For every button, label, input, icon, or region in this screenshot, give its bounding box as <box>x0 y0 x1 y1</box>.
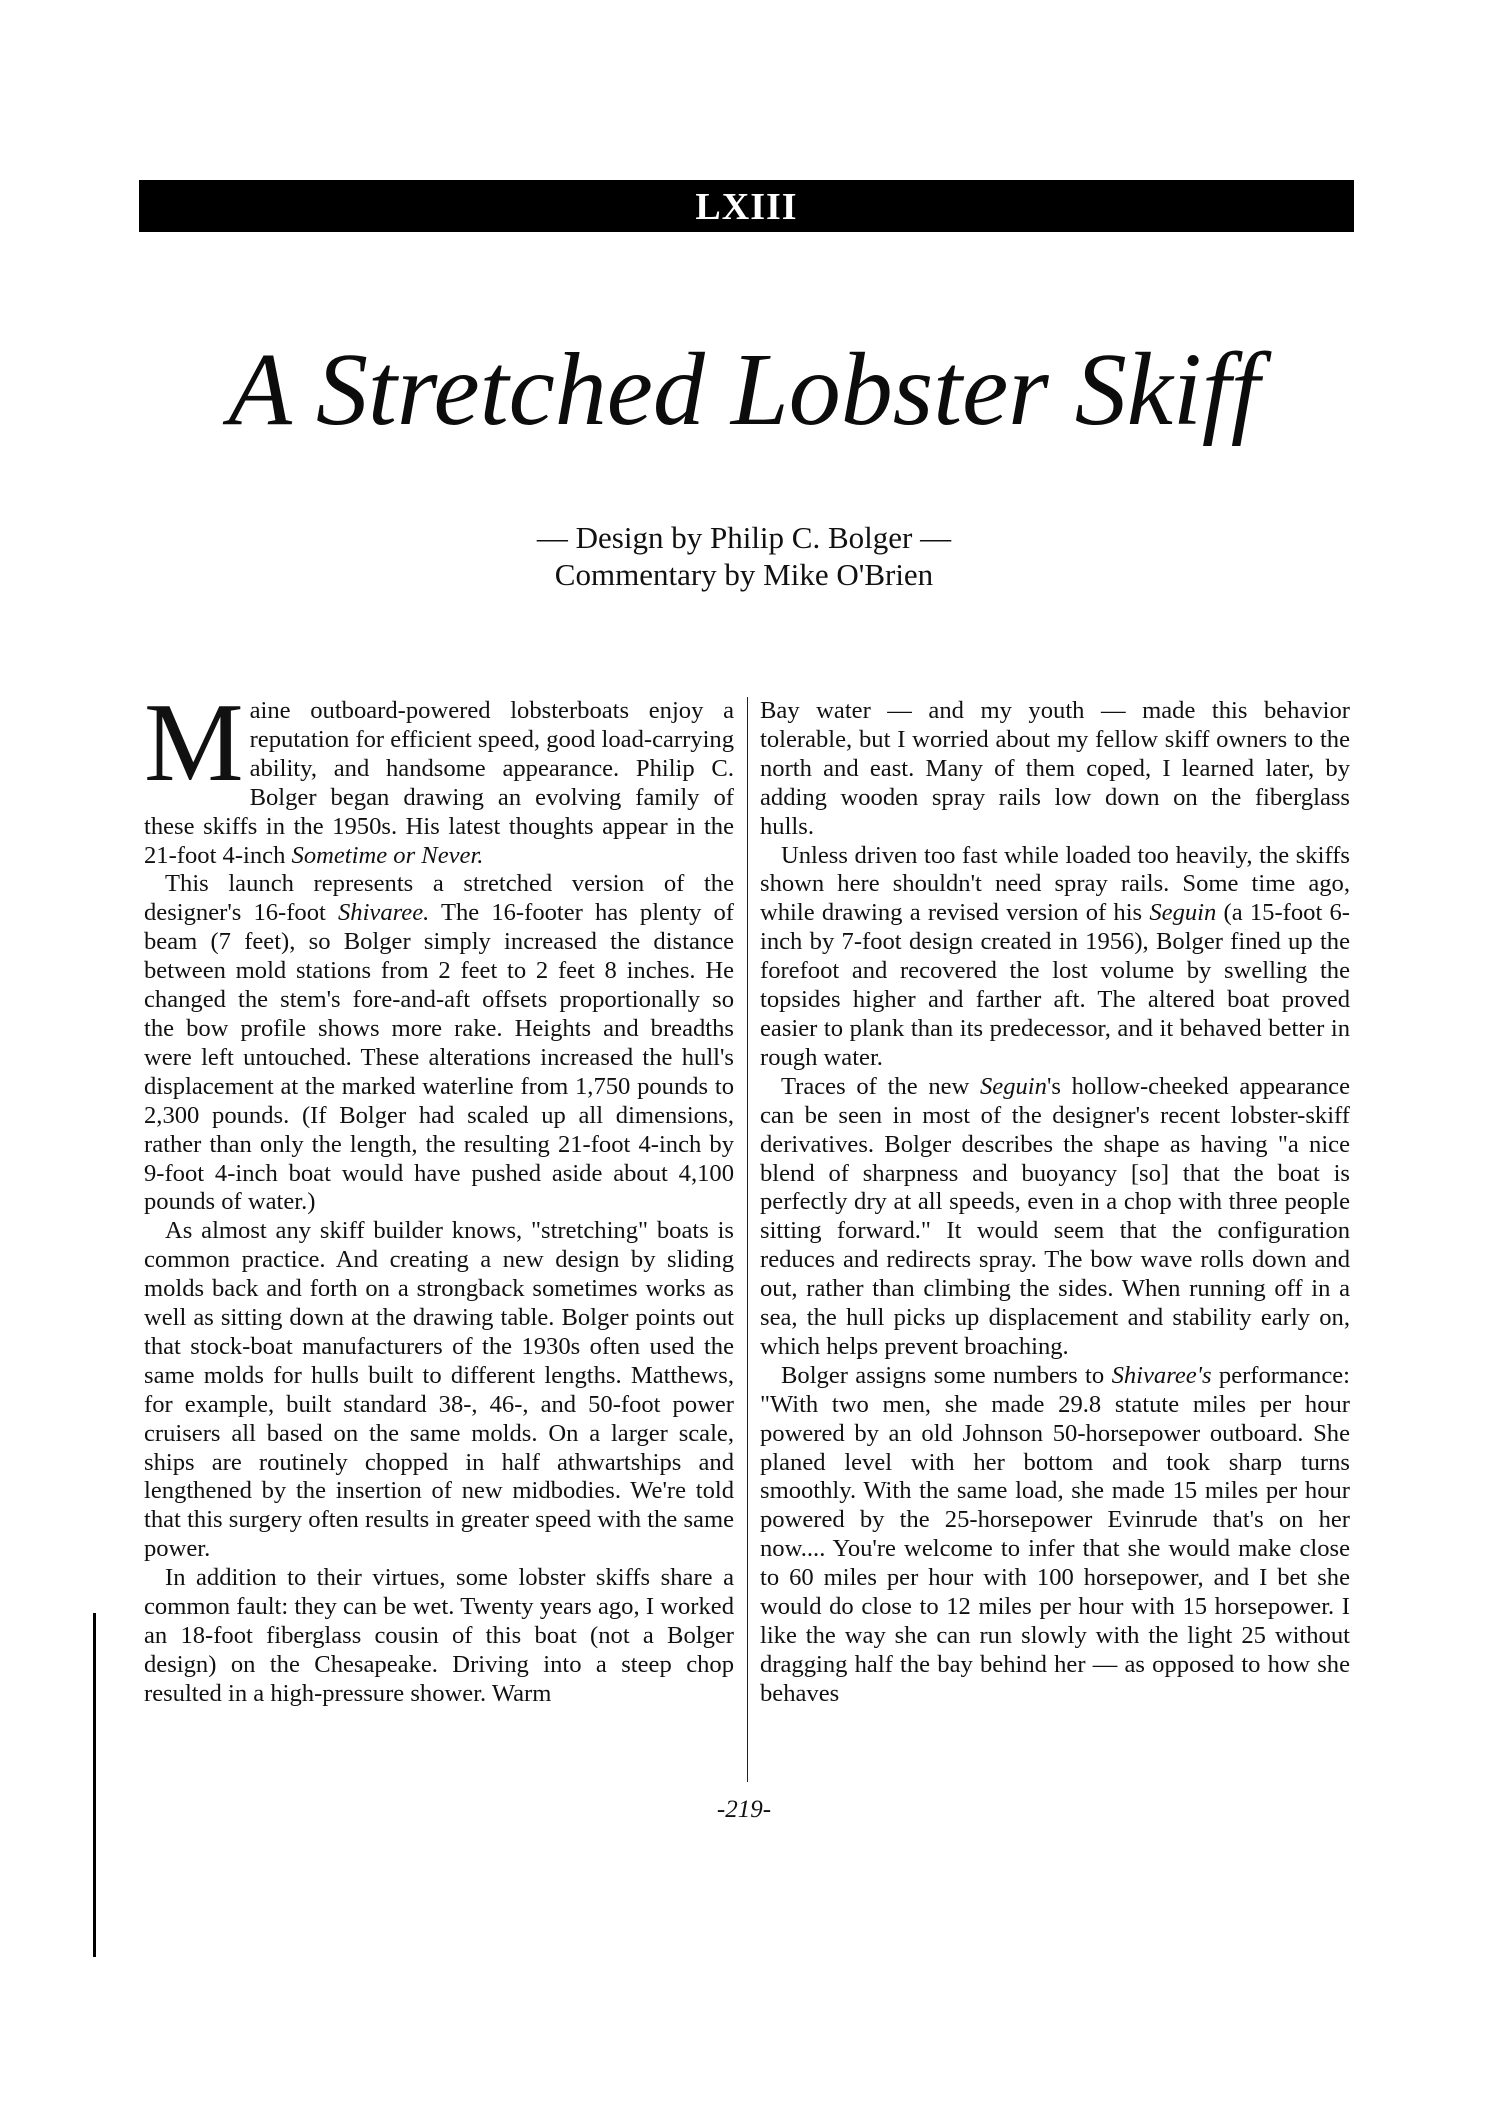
column-divider <box>747 697 748 1782</box>
paragraph-text: Unless driven too fast while loaded too heavily, the skiffs shown here shouldn't need spray rails. Some time ago, while drawing a revised version of his <box>760 841 1350 927</box>
page-number: -219- <box>716 1796 772 1823</box>
paragraph <box>760 842 1350 1073</box>
paragraph <box>760 1073 1350 1362</box>
article-title: A Stretched Lobster Skiff <box>228 332 1260 447</box>
paragraph-text: 's hollow-cheeked appearance can be seen in most of the designer's recent lobster-skiff derivatives. Bolger describes the shape as having "a nice blend of sharpness and buoyancy [so] that the boat is perfectly dry at all speeds, even in a chop with three people sitting forward." It would seem that the configuration reduces and redirects spray. The bow wave rolls down and out, rather than climbing the sides. When running off in a sea, the hull picks up displacement and stability early on, which helps prevent broaching. <box>760 1072 1350 1360</box>
design-credit: — Design by Philip C. Bolger — <box>536 520 952 555</box>
byline <box>0 519 1488 593</box>
paragraph-text: Traces of the new <box>781 1072 980 1100</box>
paragraph: Bay water — and my youth — made this behavior tolerable, but I worried about my fellow skiff owners to the north and east. Many of them coped, I learned later, by adding wooden spray rails low down on the fiberglass hulls. <box>760 697 1350 840</box>
paragraph-text: performance: "With two men, she made 29.8 statute miles per hour powered by an old Johnson 50-horsepower outboard. She planed level with her bottom and took sharp turns smoothly. With the same load, she made 15 miles per hour powered by the 25-horsepower Evinrude that's on her now.... You're welcome to infer that she would make close to 60 miles per hour with 100 horsepower, and I bet she would do close to 12 miles per hour with 15 horsepower. I like the way she can run slowly with the light 25 without dragging half the bay behind her — as opposed to how she behaves <box>760 1361 1350 1707</box>
paragraph-text: aine outboard-powered lobsterboats enjoy a reputation for efficient speed, good load-carrying ability, and handsome appearance. Philip C. Bolger began drawing an evolving family of these skiffs in the 1950s. His latest thoughts appear in the 21-foot 4-inch <box>144 697 734 869</box>
boat-name: Seguin <box>980 1072 1047 1100</box>
paragraph <box>144 681 734 870</box>
paragraph-text: This launch represents a stretched version of the designer's 16-foot <box>144 870 734 927</box>
paragraph-text: Bolger assigns some numbers to <box>781 1361 1112 1389</box>
paragraph <box>144 870 734 1217</box>
drop-cap: M <box>144 681 244 805</box>
paragraph: In addition to their virtues, some lobster skiffs share a common fault: they can be wet. Twenty years ago, I worked an 18-foot fiberglass cousin of this boat (not a Bolger design) on the Chesapeake. Driving into a steep chop resulted in a high-pressure shower. Warm <box>144 1564 734 1707</box>
commentary-credit: Commentary by Mike O'Brien <box>554 557 934 592</box>
boat-name: Shivaree's <box>1111 1361 1212 1389</box>
margin-bar <box>93 1613 96 1957</box>
boat-name: Shivaree. <box>338 899 430 927</box>
boat-name: Sometime or Never. <box>291 841 484 869</box>
chapter-heading-bar <box>139 180 1354 232</box>
paragraph: As almost any skiff builder knows, "stretching" boats is common practice. And creating a new design by sliding molds back and forth on a strongback sometimes works as well as sitting down at the drawing table. Bolger points out that stock-boat manufacturers of the 1930s often used the same molds for hulls built to different lengths. Matthews, for example, built standard 38-, 46-, and 50-foot power cruisers all based on the same molds. On a larger scale, ships are routinely chopped in half athwartships and lengthened by the insertion of new midbodies. We're told that this surgery often results in greater speed with the same power. <box>144 1217 734 1563</box>
boat-name: Seguin <box>1149 899 1217 927</box>
paragraph <box>760 1362 1350 1709</box>
paragraph-text: The 16-footer has plenty of beam (7 feet), so Bolger simply increased the distance between mold stations from 2 feet to 2 feet 8 inches. He changed the stem's fore-and-aft offsets proportionally so the bow profile shows more rake. Heights and breadths were left untouched. These alterations increased the hull's displacement at the marked waterline from 1,750 pounds to 2,300 pounds. (If Bolger had scaled up all dimensions, rather than only the length, the resulting 21-foot 4-inch by 9-foot 4-inch boat would have pushed aside about 4,100 pounds of water.) <box>144 899 734 1216</box>
left-column <box>144 681 734 1709</box>
paragraph-text: (a 15-foot 6-inch by 7-foot design created in 1956), Bolger fined up the forefoot and recovered the lost volume by swelling the topsides higher and farther aft. The altered boat proved easier to plank than its predecessor, and it behaved better in rough water. <box>760 899 1350 1071</box>
chapter-numeral: LXIII <box>695 186 798 228</box>
right-column <box>760 697 1350 1709</box>
